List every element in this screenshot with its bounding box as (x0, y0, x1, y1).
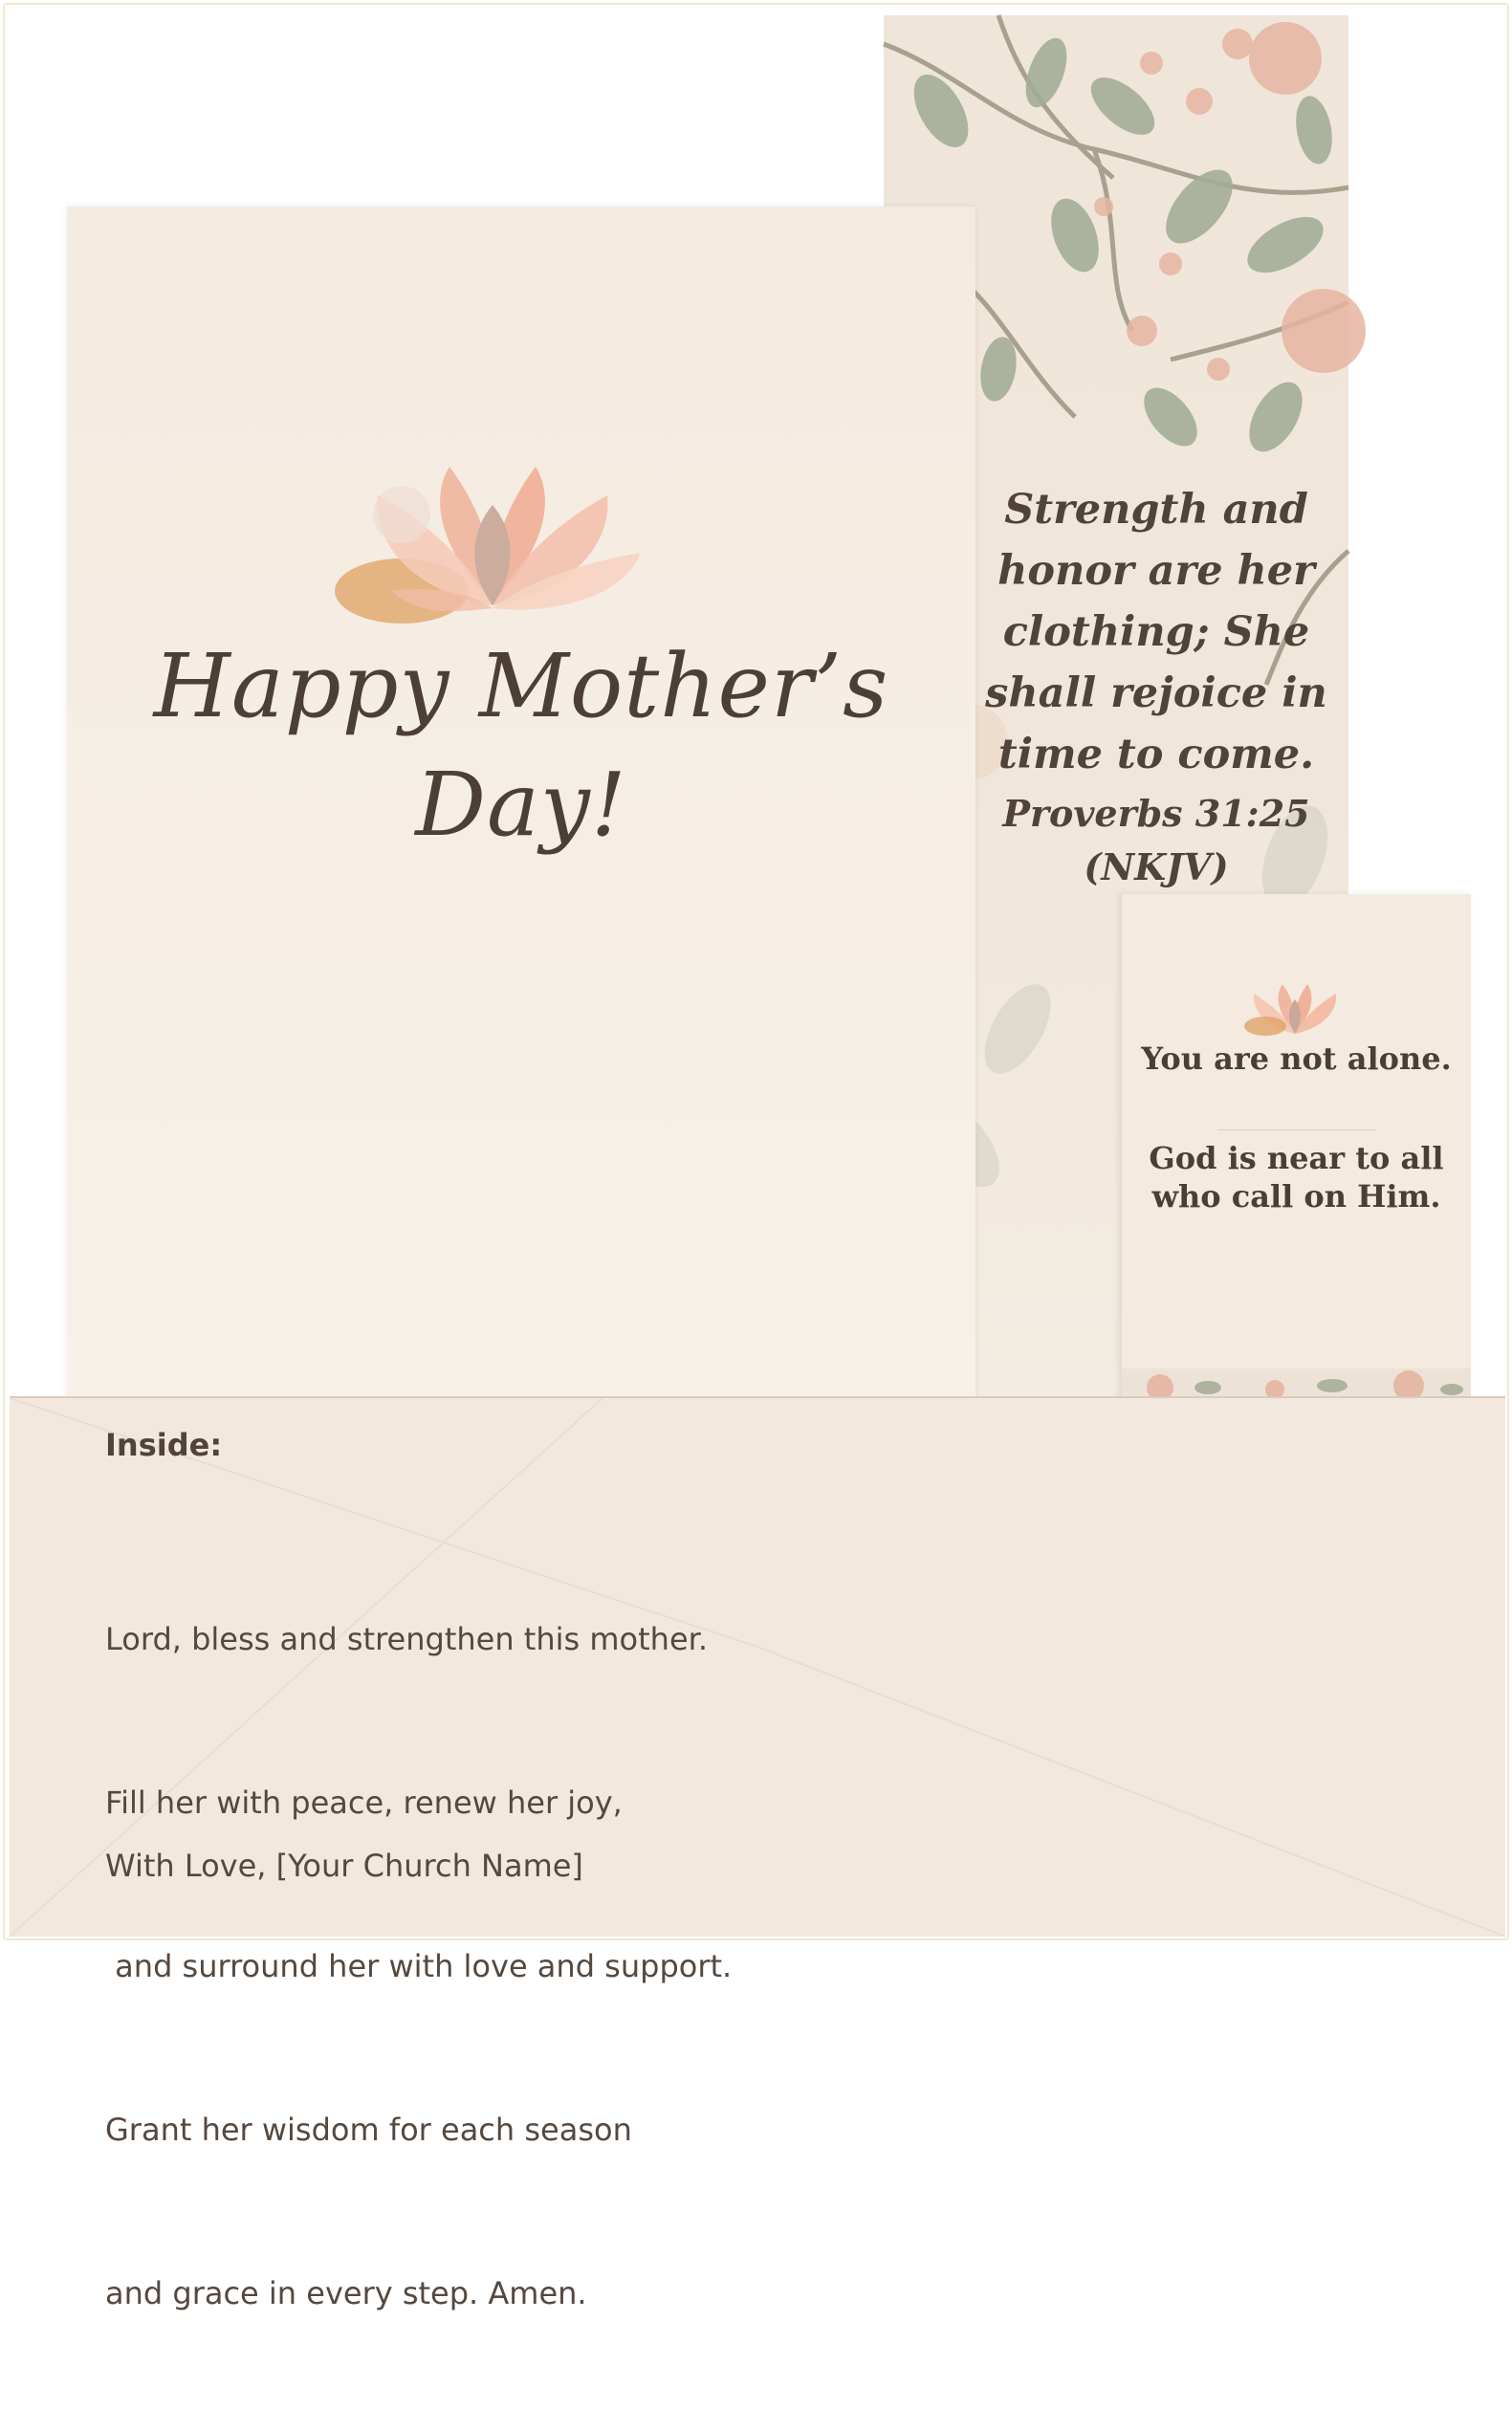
prayer-line: Fill her with peace, renew her joy, (105, 1784, 623, 1821)
lotus-icon (335, 457, 650, 620)
inside-message-panel (10, 1396, 1505, 2311)
divider (1217, 1129, 1375, 1130)
card-title: Happy Mother’s Day! (153, 635, 889, 856)
card-message-line1: You are not alone. (1141, 1040, 1452, 1077)
card-message-line2: God is near to all who call on Him. (1149, 1140, 1444, 1215)
verse-reference: Proverbs 31:25 (NKJV) (1002, 792, 1310, 888)
lotus-icon (1242, 982, 1348, 1036)
bible-verse (979, 479, 1333, 894)
prayer-line: Lord, bless and strengthen this mother. (105, 1621, 709, 1657)
prayer-line: and surround her with love and support. (105, 1948, 733, 1984)
inside-heading: Inside: (105, 1427, 223, 1463)
prayer-text (105, 1503, 732, 2430)
prayer-line: Grant her wisdom for each season (105, 2112, 632, 2148)
verse-text: Strength and honor are her clothing; She shall rejoice in time to come. (985, 486, 1327, 778)
encouragement-card (1122, 894, 1471, 1401)
prayer-line: and grace in every step. Amen. (105, 2275, 587, 2311)
greeting-card-front (67, 207, 975, 1402)
signature: With Love, [Your Church Name] (105, 1848, 583, 1884)
